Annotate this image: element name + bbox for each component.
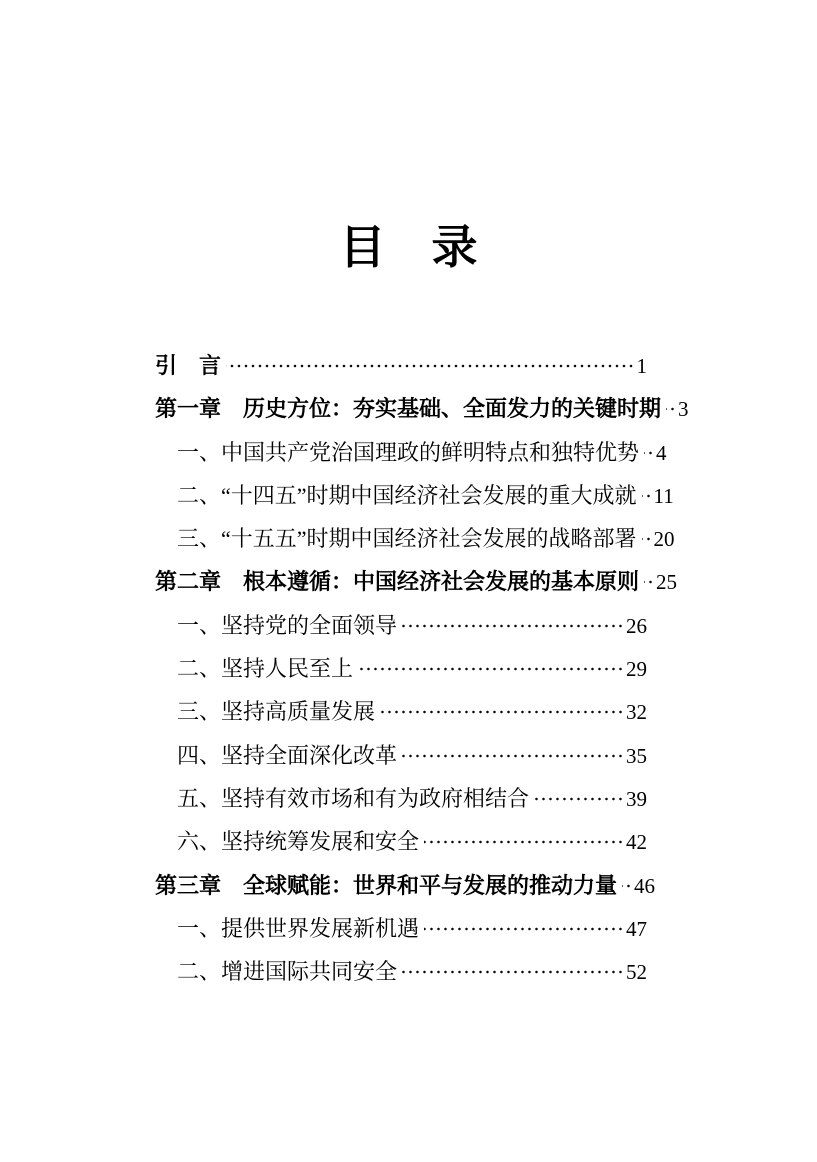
toc-dot-leader [642,489,652,503]
toc-entry [155,560,678,603]
toc-entry [155,604,647,647]
toc-entry [155,820,647,863]
toc-page-number: 29 [626,657,647,682]
toc-page-number: 11 [653,483,674,508]
toc-page-number: 26 [626,613,647,638]
toc-page-number: 39 [626,786,647,811]
toc-dot-leader [642,532,652,546]
toc-page-number: 32 [626,700,647,725]
toc-entry [155,344,647,387]
toc-entry-label: 三、坚持高质量发展 [177,699,376,725]
toc-entry-label: 六、坚持统筹发展和安全 [177,829,420,855]
toc-page-number: 47 [626,916,647,941]
toc-entry-label: 第一章 历史方位：夯实基础、全面发力的关键时期 [155,396,662,422]
toc-page-number: 25 [656,570,678,595]
toc-page-number: 52 [626,960,647,985]
toc-entry [155,777,647,820]
toc-dot-leader [380,705,624,719]
toc-entry [155,734,647,777]
toc-entry [155,474,674,517]
toc-entry-label: 引 言 [155,353,222,378]
toc-entry-label: 第二章 根本遵循：中国经济社会发展的基本原则 [155,569,640,595]
toc-entry-label: 二、增进国际共同安全 [177,959,398,985]
toc-entry-label: 一、提供世界发展新机遇 [177,915,420,941]
toc-entry [155,864,656,907]
toc-entry-label: 三、“十五五”时期中国经济社会发展的战略部署 [177,526,637,552]
toc-entry-label: 一、中国共产党治国理政的鲜明特点和独特优势 [177,439,640,465]
toc-dot-leader [402,965,624,979]
toc-entry [155,387,689,430]
toc-entry-label: 二、坚持人民至上 [177,656,354,682]
toc-dot-leader [644,446,654,460]
toc-dot-leader [358,662,624,676]
toc-page-number: 35 [626,743,647,768]
toc-entry [155,431,667,474]
toc-list [155,344,689,993]
toc-dot-leader [226,359,634,373]
toc-entry-label: 四、坚持全面深化改革 [177,742,398,768]
toc-dot-leader [644,575,654,589]
toc-page-number: 3 [678,397,689,422]
toc-page-number: 46 [634,873,656,898]
toc-page-number: 4 [656,440,667,465]
toc-dot-leader [424,835,624,849]
toc-dot-leader [622,879,632,893]
toc-page-number: 42 [626,830,647,855]
toc-dot-leader [402,619,624,633]
toc-entry [155,647,647,690]
toc-entry [155,950,647,993]
toc-entry-label: 二、“十四五”时期中国经济社会发展的重大成就 [177,482,637,508]
toc-dot-leader [534,792,624,806]
toc-entry-label: 五、坚持有效市场和有为政府相结合 [177,785,530,811]
toc-dot-leader [402,749,624,763]
toc-dot-leader [666,402,676,416]
toc-page-number: 1 [636,354,647,378]
toc-page-number: 20 [653,527,675,552]
toc-entry [155,907,647,950]
page-title: 目 录 [339,222,478,273]
toc-entry [155,517,675,560]
toc-dot-leader [424,922,624,936]
toc-entry-label: 一、坚持党的全面领导 [177,612,398,638]
toc-entry [155,690,647,733]
toc-entry-label: 第三章 全球赋能：世界和平与发展的推动力量 [155,872,618,898]
